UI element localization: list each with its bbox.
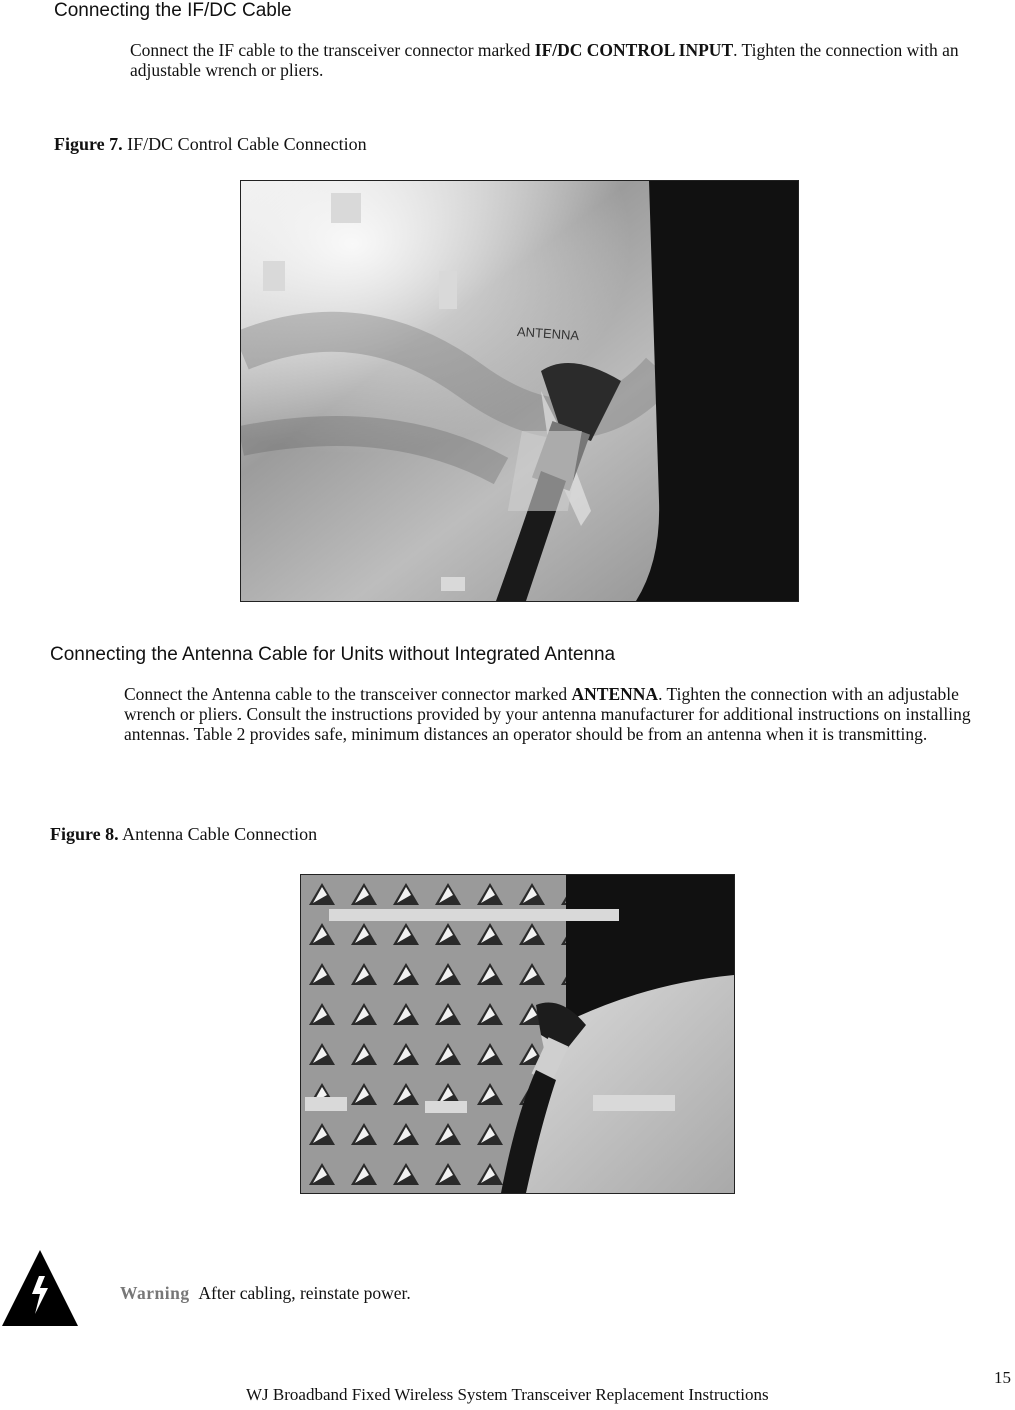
section-heading-antenna-cable: Connecting the Antenna Cable for Units without Integrated Antenna bbox=[50, 644, 616, 665]
figure8-photo bbox=[300, 874, 735, 1194]
warning-lightning-icon bbox=[2, 1250, 78, 1326]
page-footer: WJ Broadband Fixed Wireless System Transceiver Replacement Instructions bbox=[246, 1385, 769, 1404]
figure7-photo bbox=[240, 180, 799, 602]
section-heading-if-dc: Connecting the IF/DC Cable bbox=[54, 0, 292, 21]
warning-text: After cabling, reinstate power. bbox=[198, 1283, 411, 1303]
redaction-box bbox=[425, 1101, 467, 1113]
page-number: 15 bbox=[994, 1368, 1011, 1387]
figure8-caption: Figure 8. Antenna Cable Connection bbox=[50, 824, 318, 844]
antenna-photo-label: ANTENNA bbox=[516, 323, 580, 344]
redaction-box bbox=[593, 1095, 675, 1111]
redaction-box bbox=[329, 909, 619, 921]
figure7-photo-graphic bbox=[241, 181, 798, 601]
redaction-box bbox=[439, 271, 457, 309]
redaction-box bbox=[263, 261, 285, 291]
figure8-photo-graphic bbox=[301, 875, 734, 1193]
figure7-caption: Figure 7. IF/DC Control Cable Connection bbox=[54, 134, 367, 154]
warning-message bbox=[120, 1283, 411, 1304]
warning-label: Warning bbox=[120, 1283, 190, 1303]
redaction-box bbox=[441, 577, 465, 591]
redaction-box bbox=[305, 1097, 347, 1111]
if-dc-paragraph: Connect the IF cable to the transceiver connector marked IF/DC CONTROL INPUT. Tighten the connection with an adjustable wrench or pliers. bbox=[130, 40, 959, 80]
antenna-paragraph: Connect the Antenna cable to the transceiver connector marked ANTENNA. Tighten the connection with an adjustable wrench or pliers. Consult the instructions provided by your antenna manufacturer for additional instructions on installing antennas. Table 2 provides safe, minimum distances an operator should be from an antenna when it is transmitting. bbox=[124, 684, 971, 744]
redaction-box bbox=[331, 193, 361, 223]
